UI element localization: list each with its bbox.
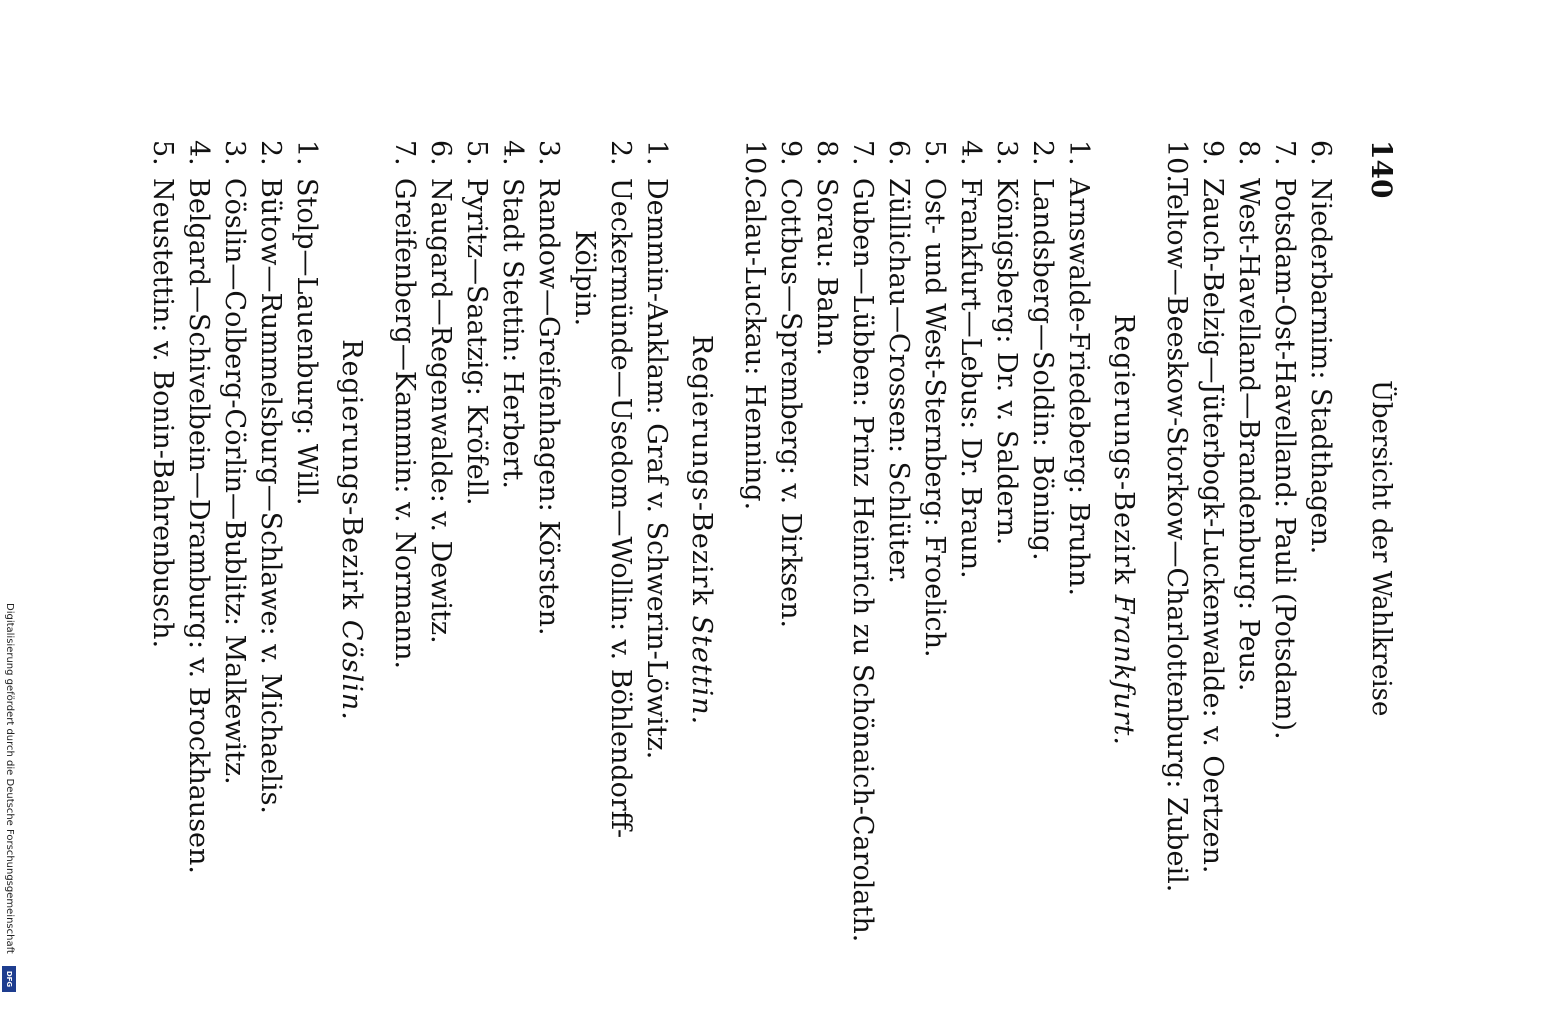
list-item: 1.Demmin-Anklam: Graf v. Schwerin-Löwitz.	[641, 140, 672, 760]
list-item: 8.Sorau: Bahn.	[811, 140, 842, 357]
list-item: 3.Cöslin—Colberg-Cörlin—Bublitz: Malkewitz.	[219, 140, 250, 785]
list-item: 1.Arnswalde-Friedeberg: Bruhn.	[1063, 140, 1094, 597]
list-item: 6.Züllichau—Crossen: Schlüter.	[883, 140, 914, 585]
list-item-continuation: Kölpin.	[569, 230, 600, 327]
digitization-credit: Digitalisierung gefördert durch die Deutsche Forschungsgemeinschaft	[4, 603, 15, 954]
list-item: 5.Pyritz—Saatzig: Kröfell.	[461, 140, 492, 506]
running-title: Übersicht der Wahlkreise	[1366, 380, 1396, 717]
list-item: 10.Calau-Luckau: Henning.	[739, 140, 770, 511]
list-item: 3.Randow—Greifenhagen: Körsten.	[533, 140, 564, 636]
page-number: 140	[1365, 140, 1398, 199]
list-item: 4.Frankfurt—Lebus: Dr. Braun.	[955, 140, 986, 579]
list-item: 5.Ost- und West-Sternberg: Froelich.	[919, 140, 950, 658]
list-item: 10.Teltow—Beeskow-Storkow—Charlottenburg: Zubeil.	[1161, 140, 1192, 893]
list-item: 6.Niederbarnim: Stadthagen.	[1305, 140, 1336, 555]
section-heading-frankfurt: Regierungs-Bezirk Frankfurt.	[1108, 314, 1139, 746]
list-item: 2.Landsberg—Soldin: Böning.	[1027, 140, 1058, 561]
list-item: 6.Naugard—Regenwalde: v. Dewitz.	[425, 140, 456, 644]
list-item: 4.Stadt Stettin: Herbert.	[497, 140, 528, 489]
list-item: 9.Cottbus—Spremberg: v. Dirksen.	[775, 140, 806, 629]
list-item: 2.Bütow—Rummelsburg—Schlawe: v. Michaelis.	[255, 140, 286, 815]
list-item: 9.Zauch-Belzig—Jüterbogk-Luckenwalde: v. Oertzen.	[1197, 140, 1228, 874]
list-item: 4.Belgard—Schivelbein—Dramburg: v. Brockhausen.	[183, 140, 214, 875]
document-page	[120, 140, 1400, 943]
list-item: 2.Ueckermünde—Usedom—Wollin: v. Böhlendorff-	[605, 140, 636, 839]
list-item: 7.Potsdam-Ost-Havelland: Pauli (Potsdam).	[1269, 140, 1300, 740]
dfg-logo-icon: DFG	[2, 966, 16, 992]
list-item: 5.Neustettin: v. Bonin-Bahrenbusch.	[147, 140, 178, 649]
list-item: 1.Stolp—Lauenburg: Will.	[291, 140, 322, 506]
list-item: 8.West-Havelland—Brandenburg: Peus.	[1233, 140, 1264, 692]
section-heading-coeslin: Regierungs-Bezirk Cöslin.	[336, 339, 367, 721]
page-header	[1350, 140, 1400, 920]
section-heading-stettin: Regierungs-Bezirk Stettin.	[686, 334, 717, 726]
list-item: 7.Guben—Lübben: Prinz Heinrich zu Schönaich-Carolath.	[847, 140, 878, 943]
list-item: 7.Greifenberg—Kammin: v. Normann.	[389, 140, 420, 670]
list-item: 3.Königsberg: Dr. v. Saldern.	[991, 140, 1022, 546]
